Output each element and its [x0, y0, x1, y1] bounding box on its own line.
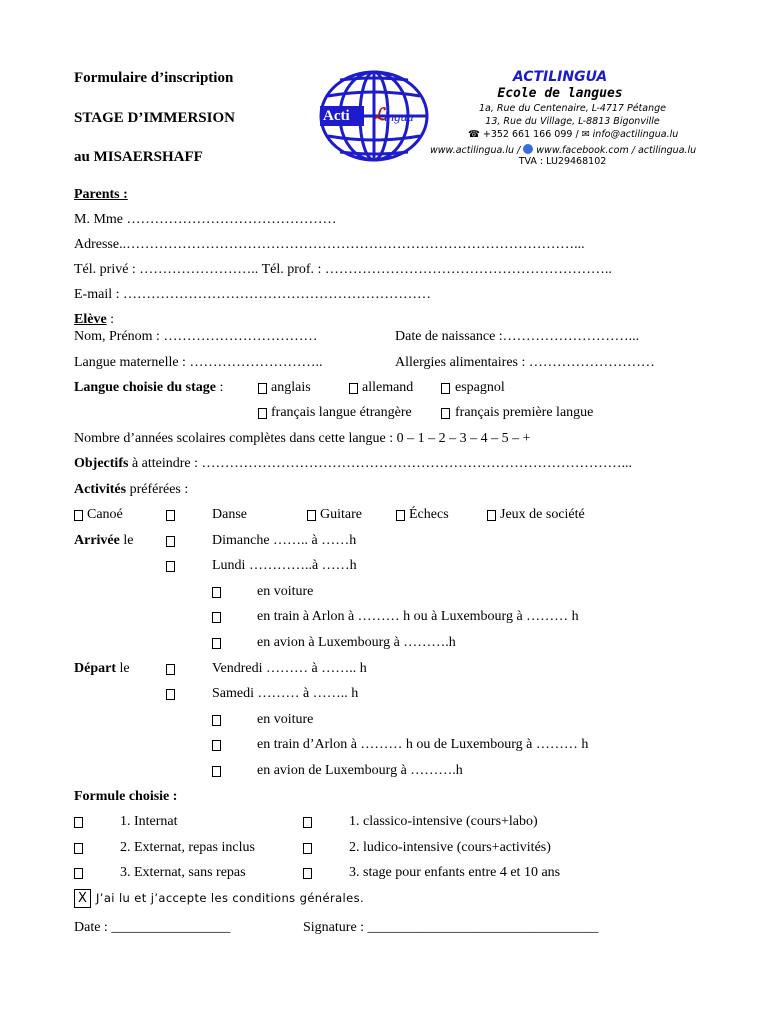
parents-heading: Parents :: [74, 187, 128, 202]
label-enfants: 3. stage pour enfants entre 4 et 10 ans: [349, 865, 561, 880]
checkbox-echecs[interactable]: [396, 510, 405, 521]
depart-samedi-field[interactable]: Samedi ……… à …….. h: [212, 686, 359, 701]
phone-icon: ☎: [468, 129, 480, 140]
org-name: ACTILINGUA: [512, 69, 608, 85]
label-danse: Danse: [212, 507, 247, 522]
checkbox-ludico[interactable]: [303, 843, 312, 854]
eleve-name-field[interactable]: Nom, Prénom : ……………………………: [74, 329, 318, 344]
tel-private-field[interactable]: Tél. privé : ……………………..: [74, 262, 262, 277]
org-web-line: [430, 144, 696, 156]
checkbox-depart-avion[interactable]: [212, 766, 221, 777]
checkbox-danse[interactable]: [166, 510, 175, 521]
globe-small-icon: [523, 144, 533, 154]
label-guitare: Guitare: [320, 507, 362, 522]
label-canoe: Canoé: [87, 507, 123, 522]
eleve-heading: Elève :: [74, 312, 115, 327]
checkbox-internat[interactable]: [74, 817, 83, 828]
checkbox-jeux[interactable]: [487, 510, 496, 521]
activites-label: Activités préférées :: [74, 482, 189, 497]
checkbox-allemand[interactable]: [349, 383, 358, 394]
checkbox-depart-voiture[interactable]: [212, 715, 221, 726]
depart-vendredi-field[interactable]: Vendredi ……… à …….. h: [212, 661, 367, 676]
school-years-line[interactable]: Nombre d’années scolaires complètes dans cette langue : 0 – 1 – 2 – 3 – 4 – 5 – +: [74, 431, 531, 446]
objectifs-field[interactable]: Objectifs à atteindre : ………………………………………………………………………………...: [74, 456, 633, 471]
label-internat: 1. Internat: [120, 814, 178, 829]
parents-address-field[interactable]: Adresse..……………………………………………………………………………………...: [74, 237, 585, 252]
arrivee-dimanche-field[interactable]: Dimanche …….. à ……h: [212, 533, 357, 548]
checkbox-externat-sans-repas[interactable]: [74, 868, 83, 879]
checkbox-arrivee-lundi[interactable]: [166, 561, 175, 572]
parents-name-field[interactable]: M. Mme ………………………………………: [74, 212, 337, 227]
signature-field[interactable]: Signature : _________________________________: [303, 920, 599, 935]
checkbox-canoe[interactable]: [74, 510, 83, 521]
label-fle: français langue étrangère: [271, 405, 412, 420]
logo-text-acti: Acti: [323, 108, 350, 124]
arrivee-avion-field[interactable]: en avion à Luxembourg à ……….h: [257, 635, 456, 650]
org-address-1: 1a, Rue du Centenaire, L-4717 Pétange: [479, 103, 666, 114]
label-allemand: allemand: [362, 380, 414, 395]
checkbox-depart-samedi[interactable]: [166, 689, 175, 700]
langue-label: Langue choisie du stage :: [74, 380, 224, 395]
org-tva: TVA : LU29468102: [518, 156, 607, 167]
org-address-2: 13, Rue du Village, L-8813 Bigonville: [485, 116, 660, 127]
arrivee-voiture-label: en voiture: [257, 584, 314, 599]
org-email[interactable]: info@actilingua.lu: [592, 129, 679, 140]
parents-email-field[interactable]: E-mail : …………………………………………………………: [74, 287, 431, 302]
arrivee-lundi-field[interactable]: Lundi …………..à ……h: [212, 558, 357, 573]
eleve-allergies-field[interactable]: Allergies alimentaires : ………………………: [395, 355, 655, 370]
label-jeux: Jeux de société: [500, 507, 585, 522]
depart-label: Départ le: [74, 661, 130, 676]
stage-title: STAGE D’IMMERSION: [74, 110, 235, 126]
checkbox-depart-train[interactable]: [212, 740, 221, 751]
checkbox-depart-vendredi[interactable]: [166, 664, 175, 675]
arrivee-label: Arrivée le: [74, 533, 134, 548]
mail-icon: ✉: [581, 129, 590, 140]
label-ludico: 2. ludico-intensive (cours+activités): [349, 840, 551, 855]
label-espagnol: espagnol: [455, 380, 505, 395]
org-facebook[interactable]: www.facebook.com / actilingua.lu: [536, 145, 697, 156]
checkbox-arrivee-dimanche[interactable]: [166, 536, 175, 547]
label-echecs: Échecs: [409, 507, 449, 522]
formule-heading: Formule choisie :: [74, 789, 178, 804]
checkbox-fpl[interactable]: [441, 408, 450, 419]
actilingua-logo: [318, 68, 430, 164]
depart-voiture-label: en voiture: [257, 712, 314, 727]
label-externat-repas: 2. Externat, repas inclus: [120, 840, 255, 855]
checkbox-accept-conditions[interactable]: X: [74, 889, 91, 908]
form-title: Formulaire d’inscription: [74, 70, 234, 86]
label-fpl: français première langue: [455, 405, 594, 420]
eleve-mother-tongue-field[interactable]: Langue maternelle : ………………………..: [74, 355, 323, 370]
checkbox-externat-repas[interactable]: [74, 843, 83, 854]
checkbox-classico[interactable]: [303, 817, 312, 828]
depart-train-field[interactable]: en train d’Arlon à ……… h ou de Luxembourg à ……… h: [257, 737, 589, 752]
org-website[interactable]: www.actilingua.lu /: [430, 145, 521, 156]
checkbox-anglais[interactable]: [258, 383, 267, 394]
checkbox-espagnol[interactable]: [441, 383, 450, 394]
label-externat-sans-repas: 3. Externat, sans repas: [120, 865, 246, 880]
logo-text-ingua: ingua: [384, 109, 414, 124]
tel-prof-field[interactable]: Tél. prof. : ……………………………………………………..: [261, 262, 612, 277]
org-phone: +352 661 166 099 /: [482, 129, 582, 140]
depart-avion-field[interactable]: en avion de Luxembourg à ……….h: [257, 763, 463, 778]
checkbox-guitare[interactable]: [307, 510, 316, 521]
label-classico: 1. classico-intensive (cours+labo): [349, 814, 538, 829]
label-anglais: anglais: [271, 380, 311, 395]
logo-letter-l: ℒ: [374, 105, 387, 124]
arrivee-train-field[interactable]: en train à Arlon à ……… h ou à Luxembourg à ……… h: [257, 609, 579, 624]
parents-phone-line: [74, 263, 612, 277]
org-subtitle: Ecole de langues: [497, 86, 623, 101]
checkbox-enfants[interactable]: [303, 868, 312, 879]
checkbox-arrivee-voiture[interactable]: [212, 587, 221, 598]
location-title: au MISAERSHAFF: [74, 149, 203, 165]
org-contact-line: [468, 130, 678, 140]
checkbox-arrivee-avion[interactable]: [212, 638, 221, 649]
checkbox-arrivee-train[interactable]: [212, 612, 221, 623]
checkbox-fle[interactable]: [258, 408, 267, 419]
accept-conditions-label: J’ai lu et j’accepte les conditions générales.: [96, 891, 365, 905]
eleve-birthdate-field[interactable]: Date de naissance :………………………...: [395, 329, 640, 344]
date-field[interactable]: Date : _________________: [74, 920, 231, 935]
